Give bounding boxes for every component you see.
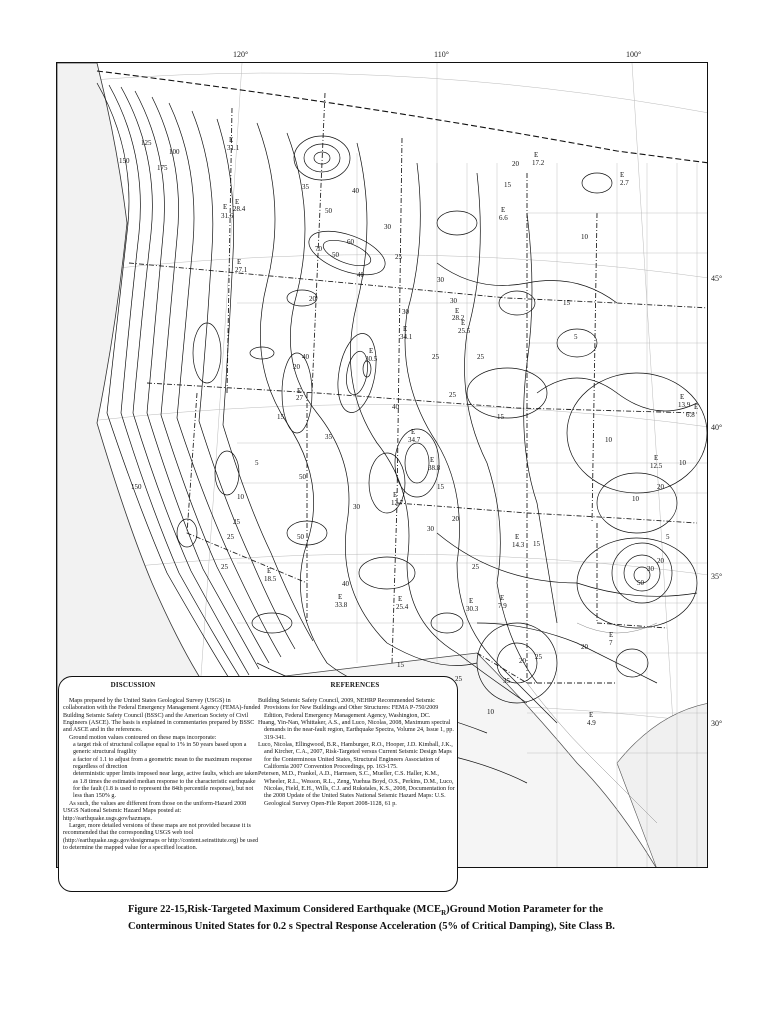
contour-value: 50 — [332, 251, 339, 259]
point-value: 33.8 — [335, 601, 348, 609]
discussion-paragraph: As such, the values are different from those on the uniform-Hazard 2008 USGS National Seismic Hazard Maps posted at: http://earthquake.usgs.gov/hazmaps. — [63, 800, 247, 822]
contour-value: 30 — [384, 223, 391, 231]
contour-value: 20 — [519, 657, 526, 665]
discussion-paragraph: Maps prepared by the United States Geological Survey (USGS) in collaboration with the Federal Emergency Management Agency (FEMA)-funded Building Seismic Safety Council (BSSC) and the American Society of Civil Engineers (ASCE). The basis is explained in commentaries prepared by BSSC and ASCE and in the references. — [63, 698, 261, 734]
contour-value: 25 — [472, 563, 479, 571]
contour-value: 60 — [347, 238, 354, 246]
contour-value: 15 — [533, 540, 540, 548]
point-label-e: E — [403, 325, 408, 333]
contour-value: 20 — [581, 643, 588, 651]
reference-item: Petersen, M.D., Frankel, A.D., Harmsen, S.C., Mueller, C.S. Haller, K.M., Wheeler, R.L., Wesson, R.L., Zeng, Yuehua Boyd, O.S., Perkins, D.M., Luco, Nicolas, Field, E.H., Wills, C.J. and Rukstales, K.S., 2008, Documentation for the 2008 Update of the United States National Seismic Hazard Maps: U.S. Geological Survey Open-File Report 2008-1128, 61 p. — [258, 771, 455, 807]
figure-caption — [128, 903, 688, 933]
point-label-e: E — [393, 491, 398, 499]
reference-item: Building Seismic Safety Council, 2009, NEHRP Recommended Seismic Provisions for New Buildings and Other Structures: FEMA P-750/2009 Edition, Federal Emergency Management Agency, Washington, DC. — [258, 698, 439, 719]
point-label-e: E — [515, 533, 520, 541]
point-value: 7 — [609, 639, 613, 647]
contour-value: 40 — [302, 353, 309, 361]
contour-value: 125 — [141, 139, 152, 147]
reference-item: Huang, Yin-Nan, Whittaker, A.S., and Luco, Nicolas, 2008, Maximum spectral demands in the near-fault region, Earthquake Spectra, Volume 24, Issue 1, pp. 319-341. — [258, 720, 454, 741]
contour-value: 25 — [477, 353, 484, 361]
contour-value: 30 — [647, 565, 654, 573]
point-value: 12.7 — [391, 499, 404, 507]
discussion-heading: DISCUSSION — [110, 681, 156, 689]
point-value: 2.7 — [620, 179, 629, 187]
point-label-e: E — [338, 593, 343, 601]
point-value: 27 — [296, 394, 303, 402]
point-value: 17.2 — [532, 159, 545, 167]
contour-value: 5 — [574, 333, 578, 341]
contour-value: 15 — [497, 413, 504, 421]
point-label-e: E — [654, 454, 659, 462]
contour-value: 70 — [315, 245, 322, 253]
caption-subscript: R — [441, 909, 447, 918]
contour-value: 20 — [309, 295, 316, 303]
contour-value: 40 — [352, 187, 359, 195]
point-value: 31.6 — [221, 212, 234, 220]
point-value: 27.1 — [235, 266, 248, 274]
contour-value: 5 — [666, 533, 670, 541]
point-value: 38.8 — [428, 464, 441, 472]
reference-item: Luco, Nicolas, Ellingwood, B.R., Hamburger, R.O., Hooper, J.D. Kimball, J.K., and Kircher, C.A., 2007, Risk-Targeted versus Current Seismic Design Maps for the Conterminous United States, Structural Engineers Association of California 2007 Convention Proceedings, pp. 163-175. — [258, 742, 453, 771]
point-value: 31.1 — [227, 144, 240, 152]
point-label-e: E — [297, 387, 302, 395]
canada-border — [97, 71, 708, 163]
contour-value: 30 — [427, 525, 434, 533]
references-heading: REFERENCES — [330, 681, 380, 689]
point-label-e: E — [237, 258, 242, 266]
contour-value: 40 — [392, 403, 399, 411]
discussion-text — [63, 698, 263, 852]
point-value: 14.3 — [512, 541, 525, 549]
point-label-e: E — [469, 597, 474, 605]
contour-value: 5 — [255, 459, 259, 467]
contour-value: 25 — [455, 675, 462, 683]
contour-value: 150 — [131, 483, 142, 491]
longitude-label-120: 120° — [233, 50, 249, 59]
point-label-e: E — [501, 206, 506, 214]
point-value: 30.3 — [466, 605, 479, 613]
contour-value: 20 — [657, 557, 664, 565]
contour-value: 25 — [432, 353, 439, 361]
latitude-label-45: 45° — [711, 274, 723, 283]
contour-value: 40 — [357, 271, 364, 279]
point-label-e: E — [461, 319, 466, 327]
discussion-list-item: a factor of 1.1 to adjust from a geometric mean to the maximum response regardless of direction — [73, 756, 253, 771]
contour-value: 10 — [237, 493, 244, 501]
contour-value: 10 — [605, 436, 612, 444]
caption-line1: Figure 22-15,Risk-Targeted Maximum Considered Earthquake (MCE — [128, 904, 442, 915]
point-label-e: E — [620, 171, 625, 179]
contour-value: 15 — [563, 299, 570, 307]
contour-value: 25 — [535, 653, 542, 661]
contour-value: 10 — [487, 708, 494, 716]
caption-line2: Conterminous United States for 0.2 s Spectral Response Acceleration (5% of Critical Damping), Site Class B. — [128, 921, 615, 933]
contour-value: 25 — [227, 533, 234, 541]
contour-value: 15 — [277, 413, 284, 421]
point-label-e: E — [500, 594, 505, 602]
caption-line1-rest: )Ground Motion Parameter for the — [446, 904, 604, 915]
point-value: 30.5 — [365, 355, 378, 363]
contour-value: 50 — [325, 207, 332, 215]
contour-value: 30 — [402, 308, 409, 316]
point-value: 28.2 — [452, 314, 465, 322]
latitude-label-35: 35° — [711, 572, 723, 581]
contour-value: 50 — [637, 579, 644, 587]
point-label-e: E — [430, 456, 435, 464]
point-label-e: E — [369, 347, 374, 355]
contour-value: 30 — [437, 276, 444, 284]
contour-value: 100 — [169, 148, 180, 156]
point-label-e: E — [694, 403, 699, 411]
point-value: 13.9 — [678, 401, 691, 409]
point-label-e: E — [267, 567, 272, 575]
contour-value: 25 — [449, 391, 456, 399]
discussion-paragraph: Larger, more detailed versions of these maps are not provided because it is recommended that the corresponding USGS web tool (http://earthquake.usgs.gov/designmaps or http://content.seinstitute.org) be used to determine the mapped value for a specified location. — [63, 822, 259, 851]
discussion-list-item: deterministic upper limits imposed near large, active faults, which are taken as 1.8 times the estimated median response to the characteristic earthquake for the fault (1.8 is used to represent the 84th percentile response), but not less than 150% g. — [73, 771, 258, 800]
contour-value: 35 — [503, 677, 510, 685]
references-text — [258, 698, 458, 808]
point-value: 4.9 — [587, 719, 596, 727]
point-value: 6.8 — [686, 411, 695, 419]
point-label-e: E — [589, 711, 594, 719]
point-label-e: E — [229, 136, 234, 144]
discussion-paragraph: Ground motion values contoured on these maps incorporate: — [69, 734, 217, 741]
contour-value: 25 — [233, 518, 240, 526]
point-value: 28.4 — [233, 205, 246, 213]
point-label-e: E — [609, 631, 614, 639]
point-value: 6.6 — [499, 214, 508, 222]
contour-value: 50 — [297, 533, 304, 541]
contour-value: 30 — [353, 503, 360, 511]
point-label-e: E — [398, 595, 403, 603]
contour-value: 15 — [397, 661, 404, 669]
contour-value: 10 — [581, 233, 588, 241]
contour-value: 150 — [119, 157, 130, 165]
latitude-label-30: 30° — [711, 719, 723, 728]
point-value: 25.5 — [458, 327, 471, 335]
contour-value: 15 — [504, 181, 511, 189]
point-value: 34.1 — [400, 333, 413, 341]
point-label-e: E — [411, 428, 416, 436]
contour-value: 20 — [657, 483, 664, 491]
discussion-list-item: a target risk of structural collapse equal to 1% in 50 years based upon a generic structural fragility — [73, 742, 247, 756]
contour-value: 30 — [450, 297, 457, 305]
point-label-e: E — [455, 307, 460, 315]
contour-value: 25 — [221, 563, 228, 571]
contour-value: 15 — [437, 483, 444, 491]
contour-value: 50 — [299, 473, 306, 481]
contour-value: 20 — [293, 363, 300, 371]
longitude-label-100: 100° — [626, 50, 642, 59]
point-label-e: E — [534, 151, 539, 159]
contour-value: 175 — [157, 164, 168, 172]
point-value: 12.5 — [650, 462, 663, 470]
point-value: 7.9 — [498, 602, 507, 610]
longitude-label-110: 110° — [434, 50, 449, 59]
latitude-label-40: 40° — [711, 423, 723, 432]
contour-value: 20 — [512, 160, 519, 168]
contour-value: 25 — [395, 253, 402, 261]
contour-value: 20 — [452, 515, 459, 523]
contour-value: 10 — [679, 459, 686, 467]
point-value: 18.5 — [264, 575, 277, 583]
point-value: 25.4 — [396, 603, 409, 611]
point-label-e: E — [235, 198, 240, 206]
contour-value: 35 — [302, 183, 309, 191]
contour-value: 10 — [632, 495, 639, 503]
point-value: 34.7 — [408, 436, 421, 444]
contour-value: 40 — [342, 580, 349, 588]
contour-value: 35 — [325, 433, 332, 441]
point-label-e: E — [680, 393, 685, 401]
point-label-e: E — [223, 203, 228, 211]
